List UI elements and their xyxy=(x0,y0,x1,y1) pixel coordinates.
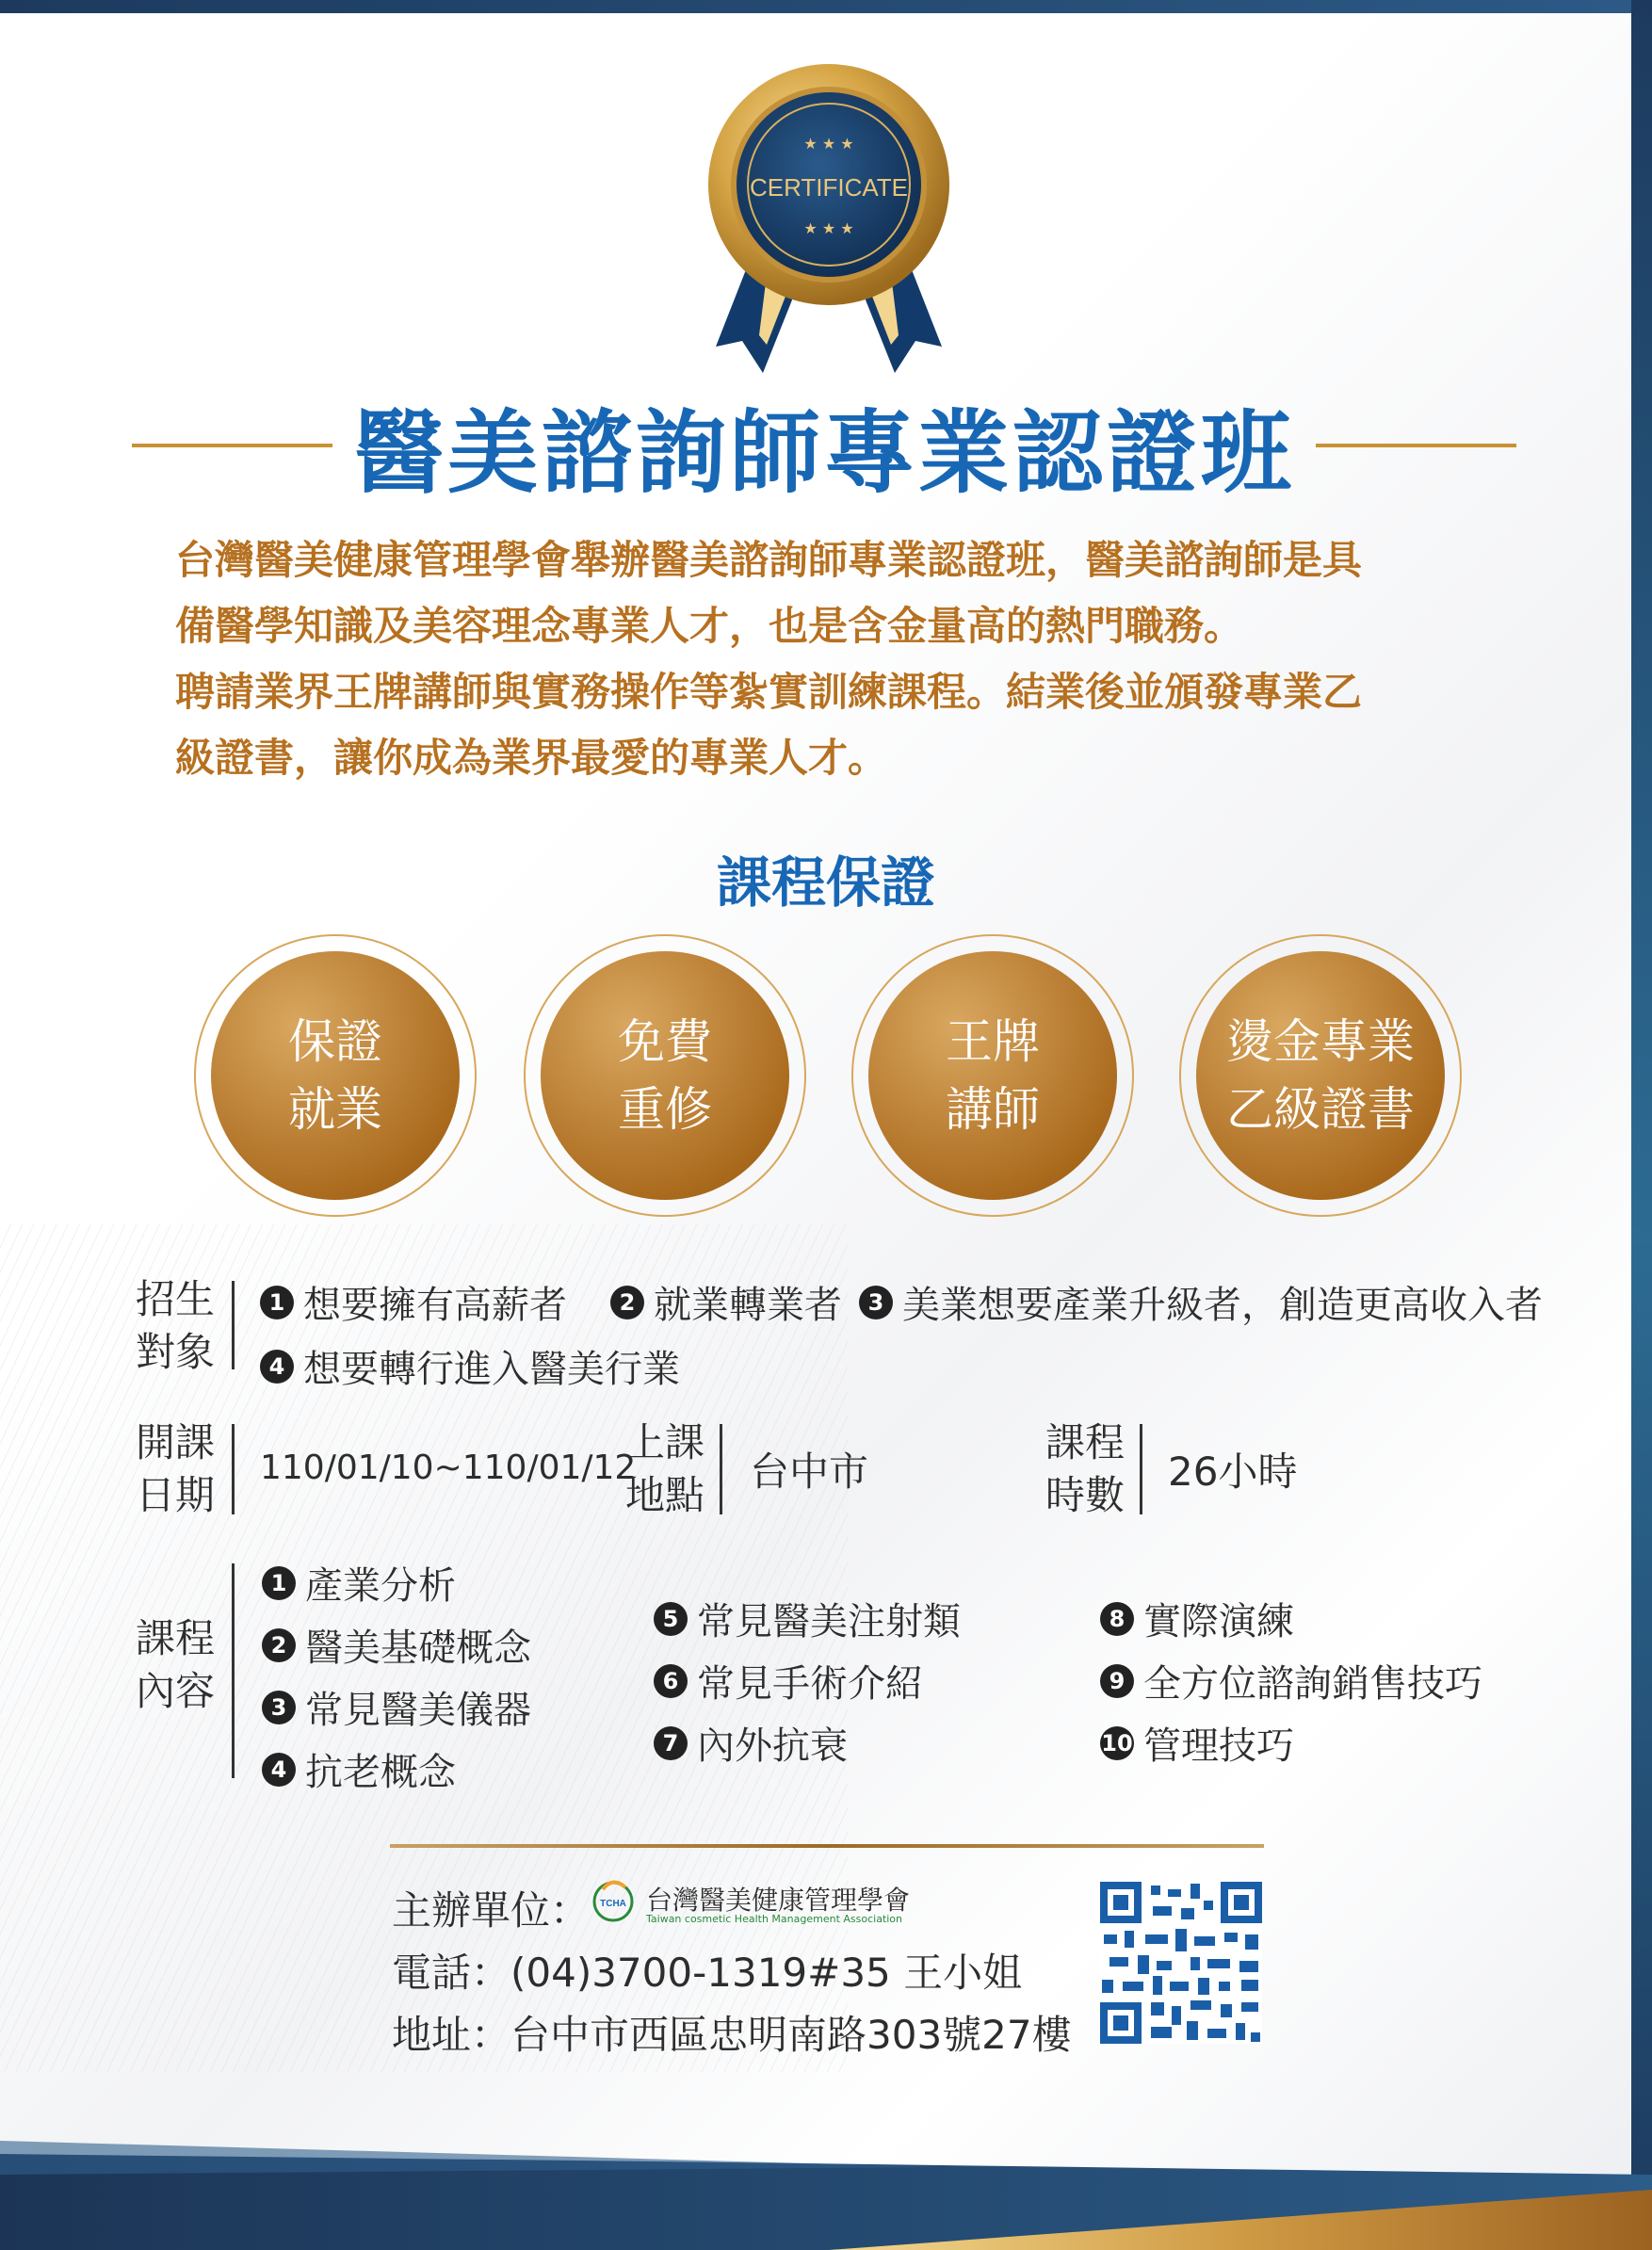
organizer-divider xyxy=(390,1844,1264,1848)
guarantee-circle xyxy=(194,934,477,1217)
organizer-label: 主辦單位： xyxy=(392,1887,591,1934)
content-item xyxy=(262,1742,456,1796)
organizer-address: 地址：台中市西區忠明南路303號27樓 xyxy=(392,2012,1072,2058)
content-label-line: 內容 xyxy=(136,1668,216,1714)
intro-paragraph xyxy=(175,527,1513,791)
number-badge: 3 xyxy=(262,1691,296,1724)
number-badge: 2 xyxy=(262,1628,296,1662)
date-label xyxy=(136,1416,215,1522)
enroll-item xyxy=(859,1275,1543,1329)
content-item xyxy=(262,1556,456,1610)
content-item-text: 全方位諮詢銷售技巧 xyxy=(1143,1662,1482,1706)
content-item xyxy=(654,1716,848,1770)
enroll-item-text: 美業想要產業升級者，創造更高收入者 xyxy=(902,1284,1543,1327)
intro-line: 台灣醫美健康管理學會舉辦醫美諮詢師專業認證班，醫美諮詢師是具 xyxy=(175,537,1363,583)
logo-text: TCHA xyxy=(600,1899,626,1909)
place-divider xyxy=(720,1424,722,1514)
content-item xyxy=(1100,1592,1294,1645)
date-label-line: 日期 xyxy=(136,1472,216,1518)
enroll-item xyxy=(610,1275,842,1329)
enroll-item-text: 想要擁有高薪者 xyxy=(303,1284,567,1327)
right-frame xyxy=(1631,0,1652,2250)
svg-text:★ ★ ★: ★ ★ ★ xyxy=(803,135,854,153)
hours-value: 26小時 xyxy=(1168,1449,1298,1495)
guarantee-line: 保證 xyxy=(288,1014,382,1069)
intro-line: 備醫學知識及美容理念專業人才，也是含金量高的熱門職務。 xyxy=(175,603,1244,649)
number-badge: 1 xyxy=(262,1566,296,1600)
hours-label-line: 時數 xyxy=(1045,1472,1126,1518)
top-frame xyxy=(0,0,1652,13)
guarantee-line: 就業 xyxy=(288,1082,382,1137)
content-item-text: 常見醫美儀器 xyxy=(305,1689,531,1732)
guarantee-line: 講師 xyxy=(946,1082,1040,1137)
date-divider xyxy=(232,1424,235,1514)
svg-text:★ ★ ★: ★ ★ ★ xyxy=(803,219,854,237)
guarantee-circle-inner xyxy=(211,951,460,1200)
number-badge: 10 xyxy=(1100,1726,1134,1760)
page-title: 醫美諮詢師專業認證班 xyxy=(353,399,1295,506)
enroll-item-text: 想要轉行進入醫美行業 xyxy=(303,1348,680,1391)
guarantee-circles xyxy=(194,934,1475,1217)
hours-label xyxy=(1045,1416,1125,1522)
place-label-line: 地點 xyxy=(625,1472,705,1518)
guarantee-line: 免費 xyxy=(618,1014,712,1069)
hours-divider xyxy=(1140,1424,1142,1514)
organizer-phone: 電話：(04)3700-1319#35 王小姐 xyxy=(392,1950,1023,1996)
title-left-line xyxy=(132,444,332,447)
content-item-text: 實際演練 xyxy=(1143,1600,1294,1643)
title-row xyxy=(132,394,1516,506)
hours-label-line: 課程 xyxy=(1045,1419,1126,1465)
certificate-medal-icon xyxy=(688,62,970,382)
date-value: 110/01/10~110/01/12 xyxy=(260,1449,637,1487)
guarantee-circle xyxy=(1179,934,1462,1217)
enroll-label-line: 對象 xyxy=(136,1329,216,1375)
enroll-item xyxy=(260,1339,680,1393)
number-badge: 1 xyxy=(260,1286,294,1319)
enroll-item xyxy=(260,1275,567,1329)
content-item-text: 管理技巧 xyxy=(1143,1724,1294,1768)
enroll-divider xyxy=(232,1281,235,1369)
number-badge: 6 xyxy=(654,1664,688,1698)
content-item xyxy=(262,1618,531,1672)
number-badge: 7 xyxy=(654,1726,688,1760)
guarantee-line: 重修 xyxy=(618,1082,712,1137)
place-label-line: 上課 xyxy=(625,1419,705,1465)
guarantee-line: 乙級證書 xyxy=(1226,1082,1415,1137)
guarantee-circle-inner xyxy=(541,951,789,1200)
association-logo-icon xyxy=(590,1876,637,1923)
content-item-text: 內外抗衰 xyxy=(697,1724,848,1768)
content-item-text: 醫美基礎概念 xyxy=(305,1627,531,1670)
content-item xyxy=(262,1680,531,1734)
content-item-text: 常見醫美注射類 xyxy=(697,1600,961,1643)
title-right-line xyxy=(1316,444,1516,447)
medal-text: CERTIFICATE xyxy=(749,173,909,202)
content-item-text: 抗老概念 xyxy=(305,1751,456,1794)
number-badge: 9 xyxy=(1100,1664,1134,1698)
content-item xyxy=(1100,1654,1482,1708)
intro-line: 級證書，讓你成為業界最愛的專業人才。 xyxy=(175,735,888,781)
organizer-name: 台灣醫美健康管理學會 xyxy=(646,1885,911,1916)
content-item xyxy=(654,1592,961,1645)
content-item xyxy=(654,1654,923,1708)
content-item-text: 產業分析 xyxy=(305,1564,456,1608)
enroll-label-line: 招生 xyxy=(136,1276,216,1322)
content-item-text: 常見手術介紹 xyxy=(697,1662,923,1706)
guarantee-line: 燙金專業 xyxy=(1226,1014,1415,1069)
guarantee-circle-inner xyxy=(868,951,1117,1200)
guarantee-circle xyxy=(851,934,1134,1217)
content-item xyxy=(1100,1716,1294,1770)
content-label-line: 課程 xyxy=(136,1615,216,1661)
date-label-line: 開課 xyxy=(136,1419,216,1465)
guarantee-line: 王牌 xyxy=(946,1014,1040,1069)
number-badge: 4 xyxy=(260,1350,294,1384)
enroll-label xyxy=(136,1273,215,1379)
number-badge: 4 xyxy=(262,1753,296,1787)
intro-line: 聘請業界王牌講師與實務操作等紮實訓練課程。結業後並頒發專業乙 xyxy=(175,669,1363,715)
place-label xyxy=(625,1416,705,1522)
number-badge: 3 xyxy=(859,1286,893,1319)
number-badge: 2 xyxy=(610,1286,644,1319)
qr-code-icon[interactable] xyxy=(1100,1882,1262,2044)
content-divider xyxy=(232,1563,235,1778)
guarantee-title: 課程保證 xyxy=(716,850,935,915)
content-label xyxy=(136,1612,215,1718)
organizer-name-en: Taiwan cosmetic Health Management Association xyxy=(646,1913,903,1925)
guarantee-circle xyxy=(524,934,806,1217)
bottom-decorative-band xyxy=(0,2109,1652,2250)
guarantee-circle-inner xyxy=(1196,951,1445,1200)
number-badge: 5 xyxy=(654,1602,688,1636)
number-badge: 8 xyxy=(1100,1602,1134,1636)
place-value: 台中市 xyxy=(750,1449,869,1495)
enroll-item-text: 就業轉業者 xyxy=(654,1284,842,1327)
